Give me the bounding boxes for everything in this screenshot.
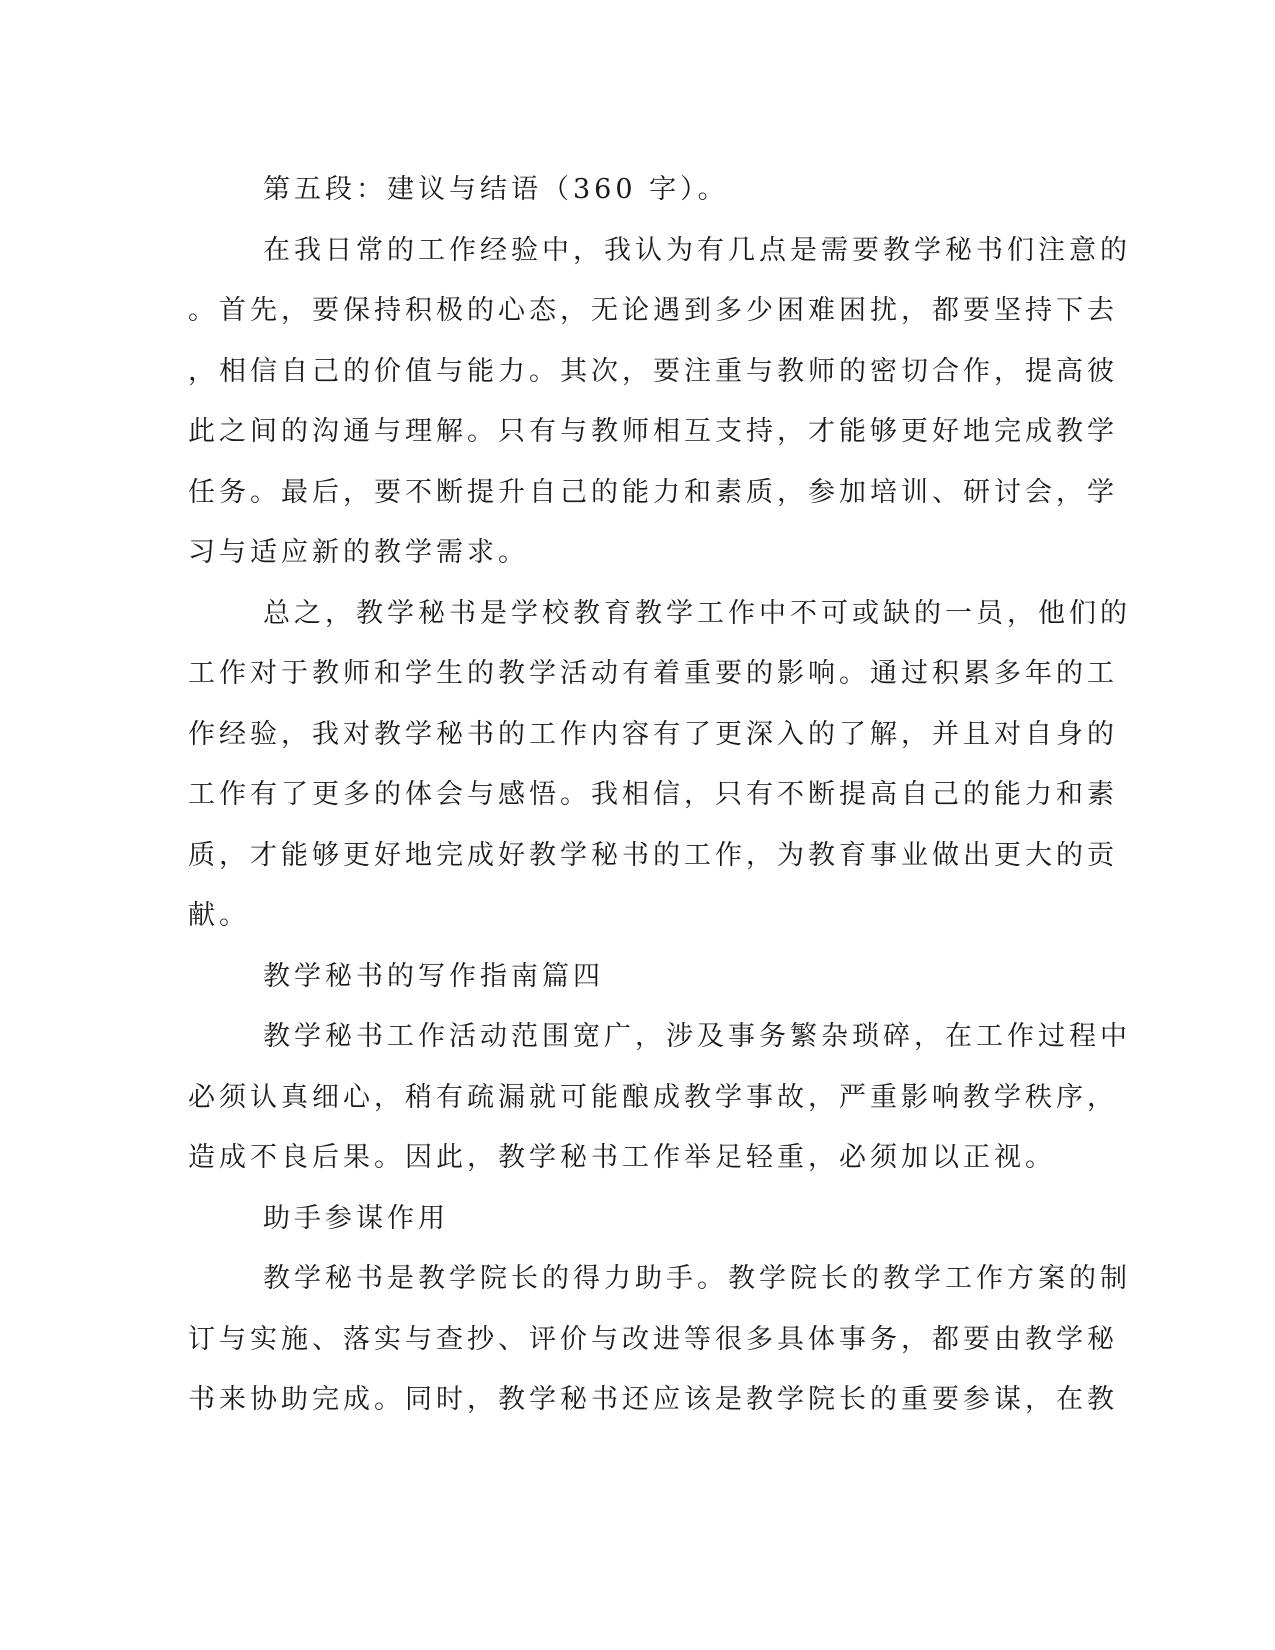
paragraph-line: 必须认真细心，稍有疏漏就可能酿成教学事故，严重影响教学秩序， xyxy=(188,1081,1118,1113)
paragraph-line: 书来协助完成。同时，教学秘书还应该是教学院长的重要参谋，在教 xyxy=(188,1384,1118,1415)
document-body xyxy=(188,160,1131,1431)
paragraph-line: ，相信自己的价值与能力。其次，要注重与教师的密切合作，提高彼 xyxy=(188,355,1118,387)
paragraph-line: 工作有了更多的体会与感悟。我相信，只有不断提高自己的能力和素 xyxy=(188,779,1118,810)
paragraph-line: 。首先，要保持积极的心态，无论遇到多少困难困扰，都要坚持下去 xyxy=(188,295,1118,326)
paragraph-line: 订与实施、落实与查抄、评价与改进等很多具体事务，都要由教学秘 xyxy=(188,1323,1118,1355)
paragraph-line: 总之，教学秘书是学校教育教学工作中不可或缺的一员，他们的 xyxy=(263,597,1131,629)
paragraph-line: 造成不良后果。因此，教学秘书工作举足轻重，必须加以正视。 xyxy=(188,1142,1056,1173)
paragraph-line: 第五段：建议与结语（360 字）。 xyxy=(263,174,729,205)
paragraph-line: 作经验，我对教学秘书的工作内容有了更深入的了解，并且对自身的 xyxy=(188,718,1118,750)
section-heading: 教学秘书的写作指南篇四 xyxy=(263,960,604,992)
paragraph-line: 献。 xyxy=(188,900,250,931)
paragraph-line: 教学秘书工作活动范围宽广，涉及事务繁杂琐碎，在工作过程中 xyxy=(263,1021,1131,1052)
paragraph-line: 教学秘书是教学院长的得力助手。教学院长的教学工作方案的制 xyxy=(263,1263,1131,1294)
subsection-heading: 助手参谋作用 xyxy=(263,1202,449,1234)
paragraph-line: 工作对于教师和学生的教学活动有着重要的影响。通过积累多年的工 xyxy=(188,658,1118,689)
paragraph-line: 在我日常的工作经验中，我认为有几点是需要教学秘书们注意的 xyxy=(263,234,1131,266)
paragraph-line: 此之间的沟通与理解。只有与教师相互支持，才能够更好地完成教学 xyxy=(188,416,1118,447)
paragraph-line: 任务。最后，要不断提升自己的能力和素质，参加培训、研讨会，学 xyxy=(188,476,1118,508)
paragraph-line: 质，才能够更好地完成好教学秘书的工作，为教育事业做出更大的贡 xyxy=(188,839,1118,871)
paragraph-line: 习与适应新的教学需求。 xyxy=(188,537,529,568)
